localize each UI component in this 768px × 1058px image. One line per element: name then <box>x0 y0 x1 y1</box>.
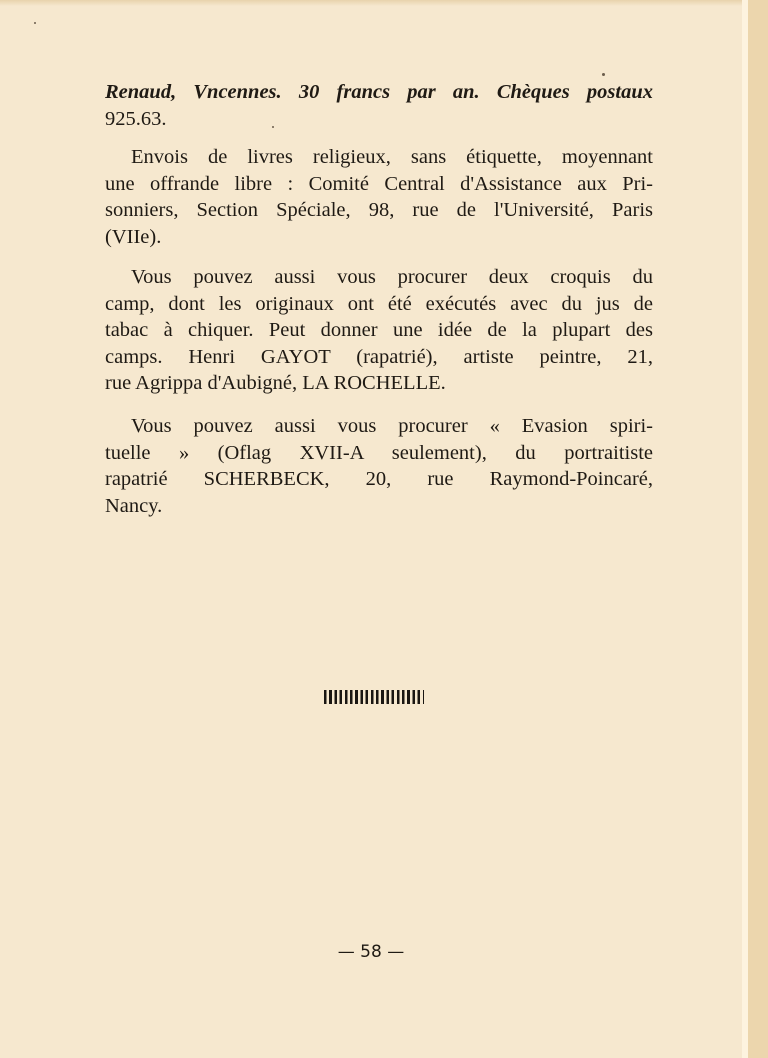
paragraph-religious-books <box>105 144 653 250</box>
page-top-shadow <box>0 0 742 6</box>
text-line: Vous pouvez aussi vous procurer deux croquis du <box>131 266 653 288</box>
paragraph-evasion-spirituelle <box>105 413 653 519</box>
page-number: — 58 — <box>337 942 405 962</box>
section-divider-ornament <box>324 690 424 704</box>
paper-speck <box>34 22 36 24</box>
text-line: Nancy. <box>105 494 163 517</box>
next-page-edge <box>748 0 768 1058</box>
paragraph-camp-sketches <box>105 264 653 397</box>
text-line: (VIIe). <box>105 225 162 248</box>
text-line: Envois de livres religieux, sans étiquette, moyennant <box>131 146 653 168</box>
text-line: camp, dont les originaux ont été exécutés avec du jus de <box>105 292 653 315</box>
text-line: une offrande libre : Comité Central d'Assistance aux Pri- <box>105 172 653 195</box>
text-line: Vous pouvez aussi vous procurer « Evasion spiri- <box>131 415 653 437</box>
text-line: sonniers, Section Spéciale, 98, rue de l'Université, Paris <box>105 199 653 221</box>
postal-account-number: 925.63. <box>105 107 167 130</box>
text-line: tabac à chiquer. Peut donner une idée de la plupart des <box>105 319 653 341</box>
paper-speck <box>602 73 605 76</box>
continuation-paragraph <box>105 79 653 132</box>
text-line: tuelle » (Oflag XVII-A seulement), du portraitiste <box>105 441 653 464</box>
text-line: camps. Henri GAYOT (rapatrié), artiste peintre, 21, <box>105 345 653 368</box>
text-line: rue Agrippa d'Aubigné, LA ROCHELLE. <box>105 372 446 394</box>
text-line: rapatrié SCHERBECK, 20, rue Raymond-Poincaré, <box>105 468 653 490</box>
subscription-info: Renaud, Vncennes. 30 francs par an. Chèques postaux <box>105 81 653 103</box>
